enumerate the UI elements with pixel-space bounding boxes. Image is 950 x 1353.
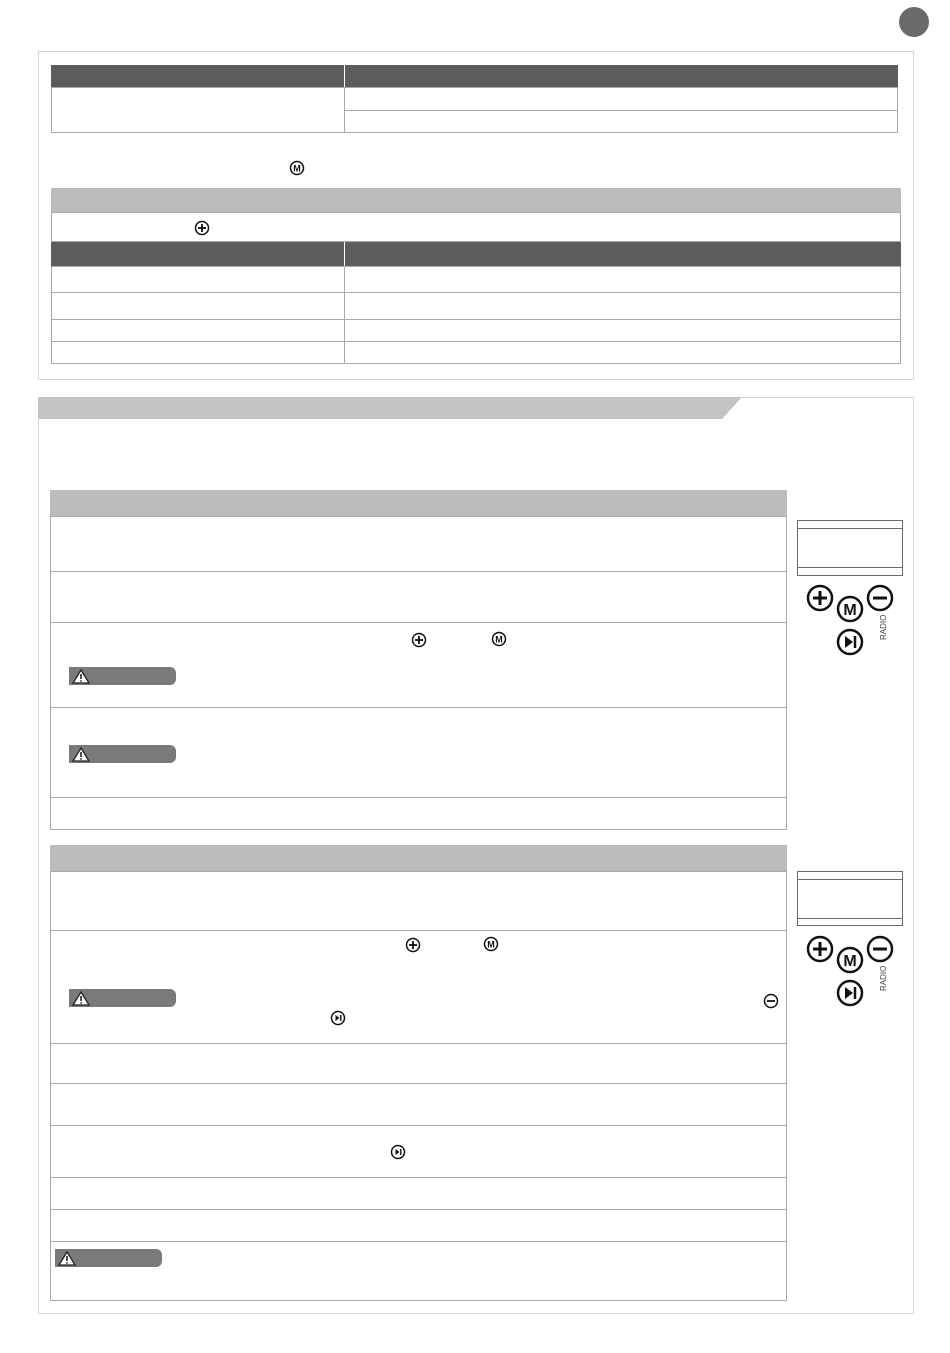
warning-icon (72, 669, 90, 684)
radio-label: RADIO (879, 614, 888, 640)
table1-row1-right-b (344, 110, 898, 133)
table2-row-divider (51, 292, 901, 293)
display-screen (798, 879, 902, 919)
plus-button-icon (405, 937, 421, 953)
warning-icon (58, 1251, 76, 1266)
plus-button-icon (411, 632, 427, 648)
table2-header-col1 (51, 242, 344, 266)
subsection-title-bar (51, 188, 901, 212)
menu-button-icon (491, 631, 507, 647)
table1-header-col1 (51, 65, 344, 87)
play-key-icon (836, 628, 864, 656)
procedure-a-title-bar (50, 490, 787, 516)
procedure-a-step-divider (50, 622, 787, 623)
menu-key-icon (836, 946, 864, 974)
subsection-line (51, 212, 901, 242)
display-illustration (797, 871, 903, 926)
svg-text:M: M (843, 602, 857, 619)
procedure-b-title-bar (50, 845, 787, 871)
warning-note-label (55, 1249, 162, 1267)
procedure-a-step-divider (50, 707, 787, 708)
procedure-a-step-divider (50, 797, 787, 798)
table2-row-divider (51, 341, 901, 342)
menu-button-icon (289, 160, 305, 176)
plus-key-icon (806, 935, 834, 963)
plus-button-icon (194, 220, 210, 236)
play-key-icon (836, 979, 864, 1007)
procedure-a-step-divider (50, 571, 787, 572)
procedure-b-step-divider (50, 1177, 787, 1178)
minus-button-icon (763, 993, 779, 1009)
svg-text:M: M (487, 939, 495, 950)
svg-text:M: M (495, 634, 503, 645)
svg-text:M: M (293, 163, 301, 174)
minus-key-icon (866, 584, 894, 612)
procedure-b-step-divider (50, 1083, 787, 1084)
table1-row1-left (51, 87, 345, 133)
table2-column-divider (344, 266, 345, 364)
play-button-icon (390, 1144, 406, 1160)
plus-key-icon (806, 584, 834, 612)
procedure-b-step-divider (50, 1209, 787, 1210)
warning-note-label (69, 667, 176, 685)
procedure-b-step-divider (50, 930, 787, 931)
minus-key-icon (866, 935, 894, 963)
table1-row1-right-a (344, 87, 898, 111)
table2-header-col2 (345, 242, 901, 266)
warning-icon (72, 991, 90, 1006)
procedure-b-step-divider (50, 1043, 787, 1044)
page-number-badge (899, 7, 929, 37)
table2-row-divider (51, 319, 901, 320)
procedure-b-step-divider (50, 1125, 787, 1126)
warning-note-label (69, 745, 176, 763)
display-illustration (797, 520, 903, 576)
section-2-title-bar (38, 397, 742, 419)
menu-button-icon (483, 936, 499, 952)
procedure-b-body (50, 871, 787, 1301)
radio-label: RADIO (879, 965, 888, 991)
table1-header-col2 (345, 65, 898, 87)
table2-body (51, 266, 901, 364)
warning-note-label (69, 989, 176, 1007)
svg-text:M: M (843, 953, 857, 970)
display-screen (798, 528, 902, 568)
warning-icon (72, 747, 90, 762)
procedure-b-step-divider (50, 1241, 787, 1242)
menu-key-icon (836, 595, 864, 623)
play-button-icon (330, 1010, 346, 1026)
